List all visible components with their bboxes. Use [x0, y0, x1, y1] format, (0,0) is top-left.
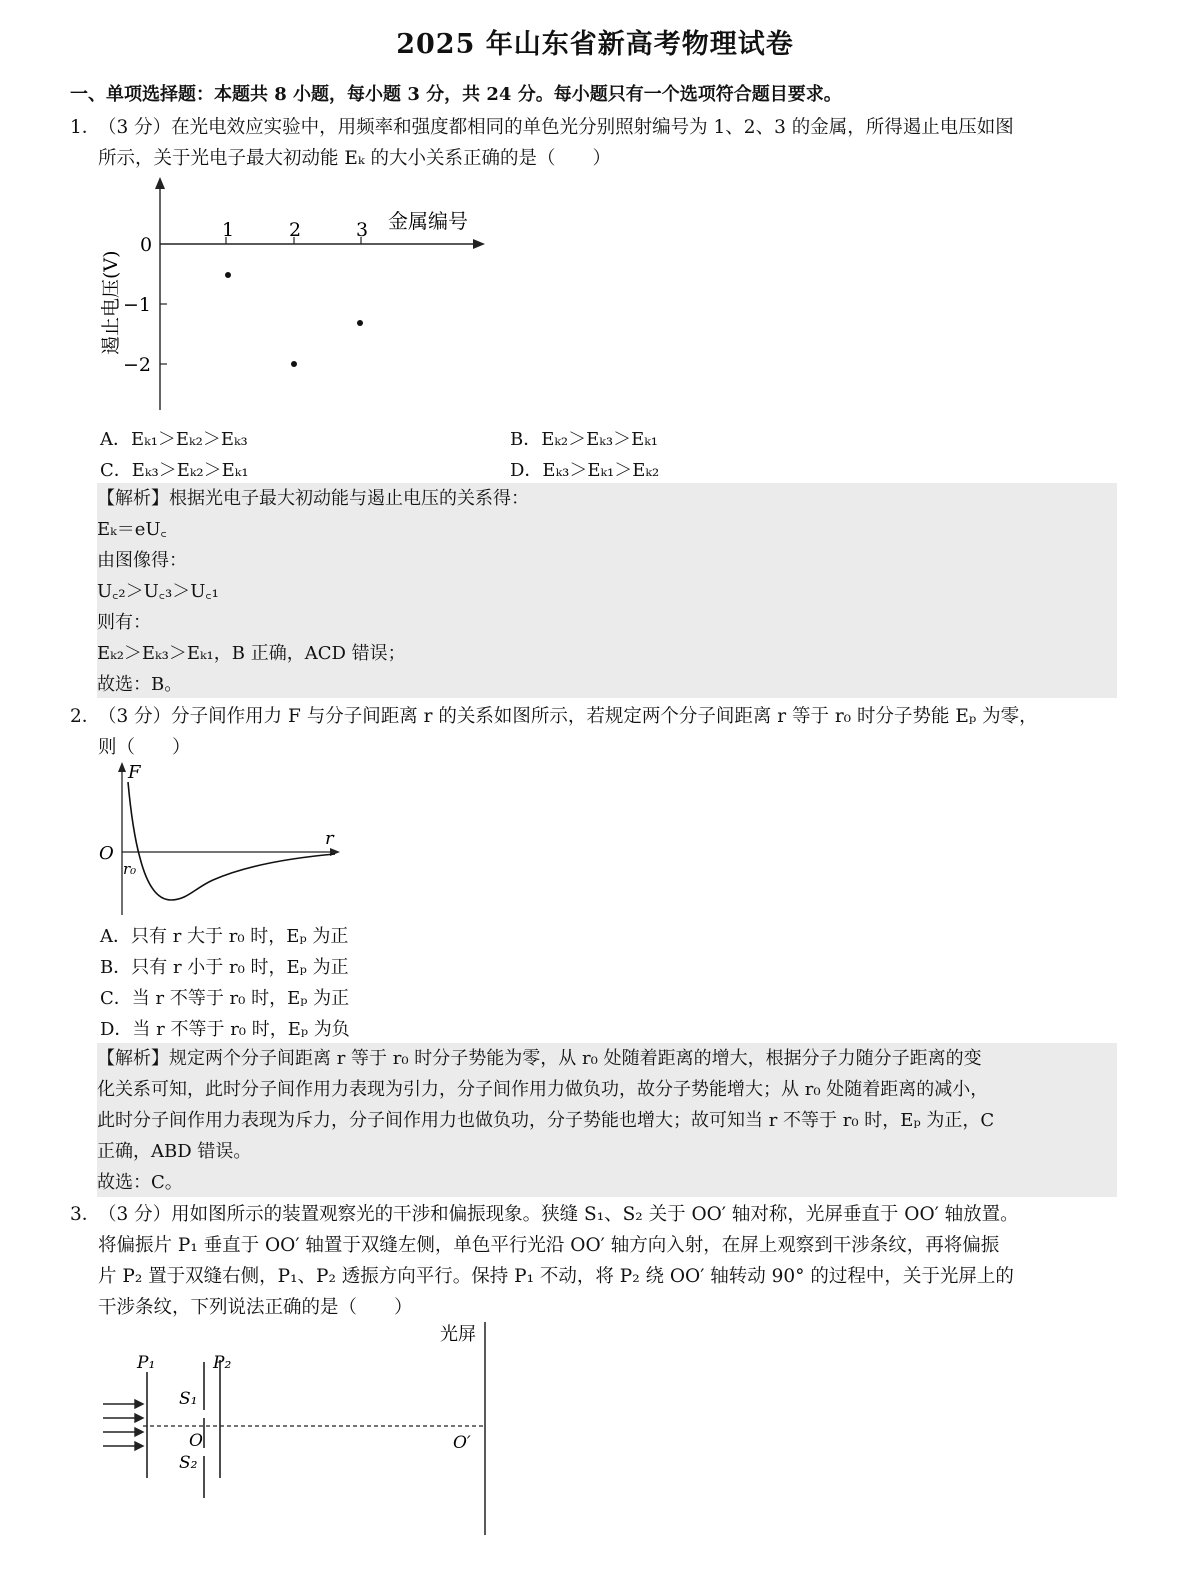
question-number: 3． — [70, 1204, 101, 1225]
analysis-line: 此时分子间作用力表现为斥力，分子间作用力也做负功，分子势能也增大；故可知当 r 不等于 r₀ 时，Eₚ 为正，C — [97, 1110, 995, 1131]
p2-label: P₂ — [213, 1353, 232, 1373]
data-point-metal-3 — [357, 320, 363, 326]
question-stem-line: 干涉条纹，下列说法正确的是（ ） — [98, 1297, 413, 1318]
s2-label: S₂ — [179, 1453, 198, 1473]
question-number: 2． — [70, 706, 101, 727]
option-b: B．只有 r 小于 r₀ 时，Eₚ 为正 — [100, 957, 349, 978]
question-stem-line: 则（ ） — [98, 737, 191, 758]
s1-label: S₁ — [179, 1389, 198, 1409]
x-axis-label: 金属编号 — [388, 209, 468, 233]
analysis-line: Eₖ₂＞Eₖ₃＞Eₖ₁，B 正确，ACD 错误； — [97, 643, 406, 664]
analysis-line: 则有： — [97, 612, 151, 633]
analysis-line: 故选：C。 — [97, 1172, 183, 1193]
y-tick-label: −2 — [123, 354, 152, 376]
stopping-voltage-chart — [95, 175, 495, 415]
page-title: 2025 年山东省新高考物理试卷 — [396, 29, 794, 60]
question-stem-line: （3 分）用如图所示的装置观察光的干涉和偏振现象。狭缝 S₁、S₂ 关于 OO′ 轴对称，光屏垂直于 OO′ 轴放置。 — [98, 1204, 1019, 1225]
analysis-line: 正确，ABD 错误。 — [97, 1141, 252, 1162]
f-axis-arrow — [118, 762, 126, 772]
interference-apparatus-diagram — [95, 1320, 515, 1570]
r-axis-label: r — [325, 828, 334, 849]
analysis-box-1 — [97, 483, 1117, 698]
force-distance-graph — [95, 760, 355, 920]
analysis-line: Eₖ＝eU꜀ — [97, 519, 167, 540]
x-tick-label: 1 — [222, 219, 235, 241]
x-axis-arrow — [473, 239, 485, 249]
x-tick-label: 2 — [289, 219, 302, 241]
analysis-line: 【解析】根据光电子最大初动能与遏止电压的关系得： — [97, 488, 529, 509]
analysis-line: U꜀₂＞U꜀₃＞U꜀₁ — [97, 581, 219, 602]
question-1 — [70, 112, 1120, 174]
question-number: 1． — [70, 117, 101, 138]
screen-label: 光屏 — [440, 1324, 476, 1345]
analysis-line: 由图像得： — [97, 550, 187, 571]
x-tick-label: 3 — [356, 219, 369, 241]
question-3 — [70, 1199, 1120, 1323]
origin-label: O — [99, 843, 114, 864]
o-label: O — [189, 1431, 203, 1451]
y-axis-label: 遏止电压(V) — [100, 250, 122, 355]
o-prime-label: O′ — [453, 1433, 471, 1453]
question-stem-line: 将偏振片 P₁ 垂直于 OO′ 轴置于双缝左侧，单色平行光沿 OO′ 轴方向入射，在屏上观察到干涉条纹，再将偏振 — [98, 1235, 1000, 1256]
force-curve — [128, 782, 335, 900]
option-a: A．Eₖ₁＞Eₖ₂＞Eₖ₃ — [100, 429, 248, 450]
question-stem-line: 所示，关于光电子最大初动能 Eₖ 的大小关系正确的是（ ） — [98, 148, 612, 169]
question-stem-line: （3 分）分子间作用力 F 与分子间距离 r 的关系如图所示，若规定两个分子间距离 r 等于 r₀ 时分子势能 Eₚ 为零， — [98, 706, 1038, 727]
p1-label: P₁ — [137, 1353, 156, 1373]
analysis-line: 故选：B。 — [97, 674, 183, 695]
data-point-metal-2 — [291, 361, 297, 367]
option-d: D．Eₖ₃＞Eₖ₁＞Eₖ₂ — [510, 460, 660, 481]
data-point-metal-1 — [225, 272, 231, 278]
option-c: C．Eₖ₃＞Eₖ₂＞Eₖ₁ — [100, 460, 249, 481]
question-2 — [70, 701, 1120, 763]
option-c: C．当 r 不等于 r₀ 时，Eₚ 为正 — [100, 988, 350, 1009]
option-a: A．只有 r 大于 r₀ 时，Eₚ 为正 — [100, 926, 349, 947]
question-stem-line: 片 P₂ 置于双缝右侧，P₁、P₂ 透振方向平行。保持 P₁ 不动，将 P₂ 绕 OO′ 轴转动 90° 的过程中，关于光屏上的 — [98, 1266, 1014, 1287]
option-d: D．当 r 不等于 r₀ 时，Eₚ 为负 — [100, 1019, 350, 1040]
option-b: B．Eₖ₂＞Eₖ₃＞Eₖ₁ — [510, 429, 658, 450]
y-axis-arrow — [155, 177, 165, 189]
y-tick-label: −1 — [123, 294, 152, 316]
question-stem-line: （3 分）在光电效应实验中，用频率和强度都相同的单色光分别照射编号为 1、2、3 的金属，所得遏止电压如图 — [98, 117, 1014, 138]
y-tick-label: 0 — [140, 234, 153, 256]
r0-label: r₀ — [123, 860, 137, 878]
incident-light-arrows — [103, 1400, 143, 1450]
analysis-line: 化关系可知，此时分子间作用力表现为引力，分子间作用力做负功，故分子势能增大；从 r₀ 处随着距离的减小， — [97, 1079, 989, 1100]
f-axis-label: F — [128, 762, 141, 783]
section-header: 一、单项选择题：本题共 8 小题，每小题 3 分，共 24 分。每小题只有一个选项符合题目要求。 — [70, 84, 842, 105]
analysis-line: 【解析】规定两个分子间距离 r 等于 r₀ 时分子势能为零，从 r₀ 处随着距离的增大，根据分子力随分子距离的变 — [97, 1048, 982, 1069]
analysis-box-2 — [97, 1043, 1117, 1197]
